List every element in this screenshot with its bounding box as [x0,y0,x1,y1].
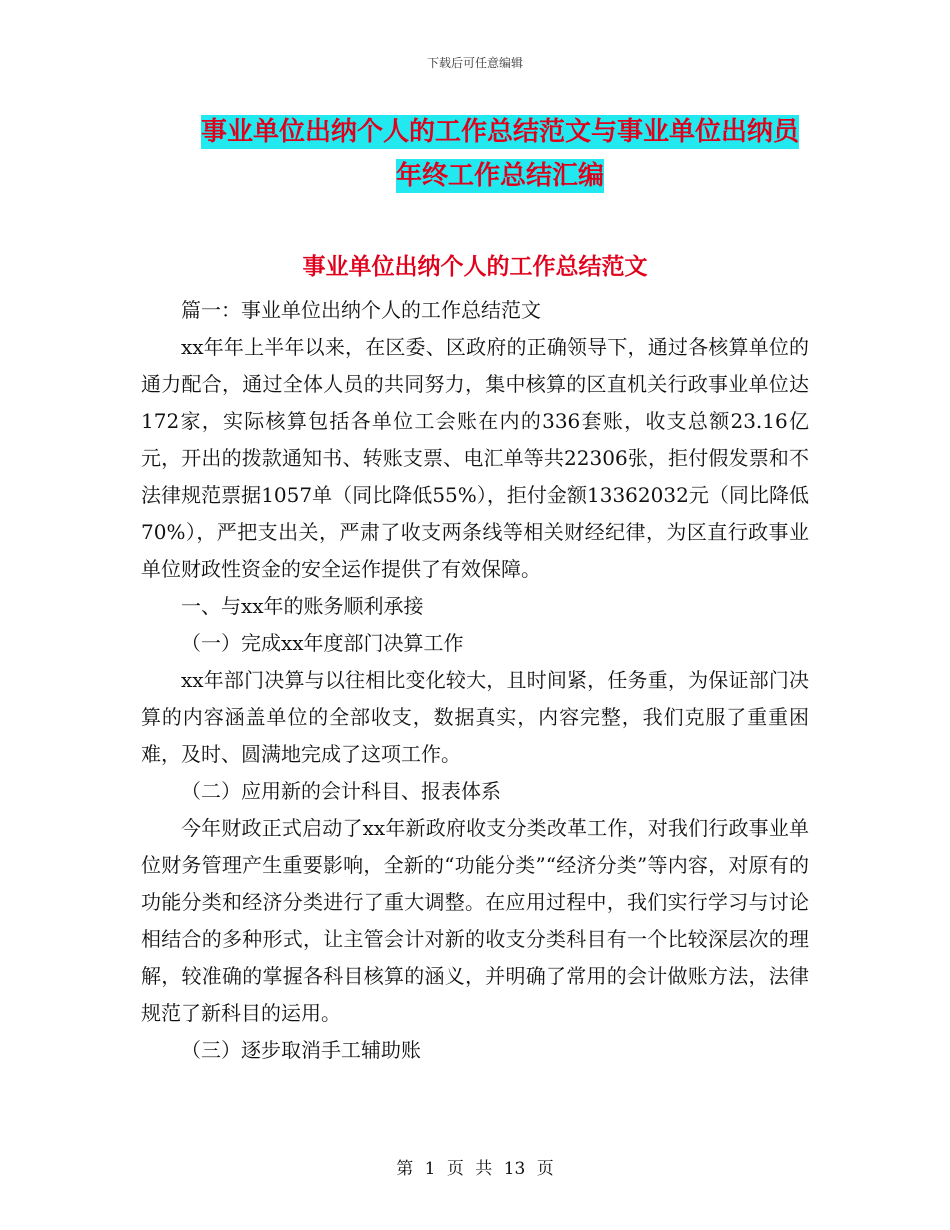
section-title: 事业单位出纳个人的工作总结范文 [302,254,648,280]
paragraph-subheading: （三）逐步取消手工辅助账 [181,1038,421,1062]
paragraph-subheading: （二）应用新的会计科目、报表体系 [181,779,501,803]
header-note: 下载后可任意编辑 [426,56,523,70]
paragraph: xx年部门决算与以往相比变化较大，且时间紧，任务重，为保证部门决算的内容涵盖单位的全部收支，数据真实，内容完整，我们克服了重重困难，及时、圆满地完成了这项工作。 [141,668,809,766]
body-text [141,292,809,1069]
paragraph: xx年年上半年以来，在区委、区政府的正确领导下，通过各核算单位的通力配合，通过全体人员的共同努力，集中核算的区直机关行政事业单位达172家，实际核算包括各单位工会账在内的336套账，收支总额23.16亿元，开出的拨款通知书、转账支票、电汇单等共22306张，拒付假发票和不法律规范票据1057单（同比降低55%），拒付金额13362032元（同比降低70%），严把支出关，严肃了收支两条线等相关财经纪律，为区直行政事业单位财政性资金的安全运作提供了有效保障。 [141,335,809,581]
paragraph: 今年财政正式启动了xx年新政府收支分类改革工作，对我们行政事业单位财务管理产生重要影响，全新的“功能分类”“经济分类”等内容，对原有的功能分类和经济分类进行了重大调整。在应用过程中，我们实行学习与讨论相结合的多种形式，让主管会计对新的收支分类科目有一个比较深层次的理解，较准确的掌握各科目核算的涵义，并明确了常用的会计做账方法，法律规范了新科目的运用。 [141,816,809,1025]
document-title [140,110,860,198]
document-title-line-2: 年终工作总结汇编 [395,161,604,191]
page-footer: 第 1 页 共 13 页 [396,1159,554,1179]
paragraph-heading: 一、与xx年的账务顺利承接 [181,594,424,618]
document-title-line-1: 事业单位出纳个人的工作总结范文与事业单位出纳员 [200,117,799,147]
paragraph-subheading: （一）完成xx年度部门决算工作 [181,631,464,655]
paragraph-chapter-heading: 篇一：事业单位出纳个人的工作总结范文 [181,298,541,322]
